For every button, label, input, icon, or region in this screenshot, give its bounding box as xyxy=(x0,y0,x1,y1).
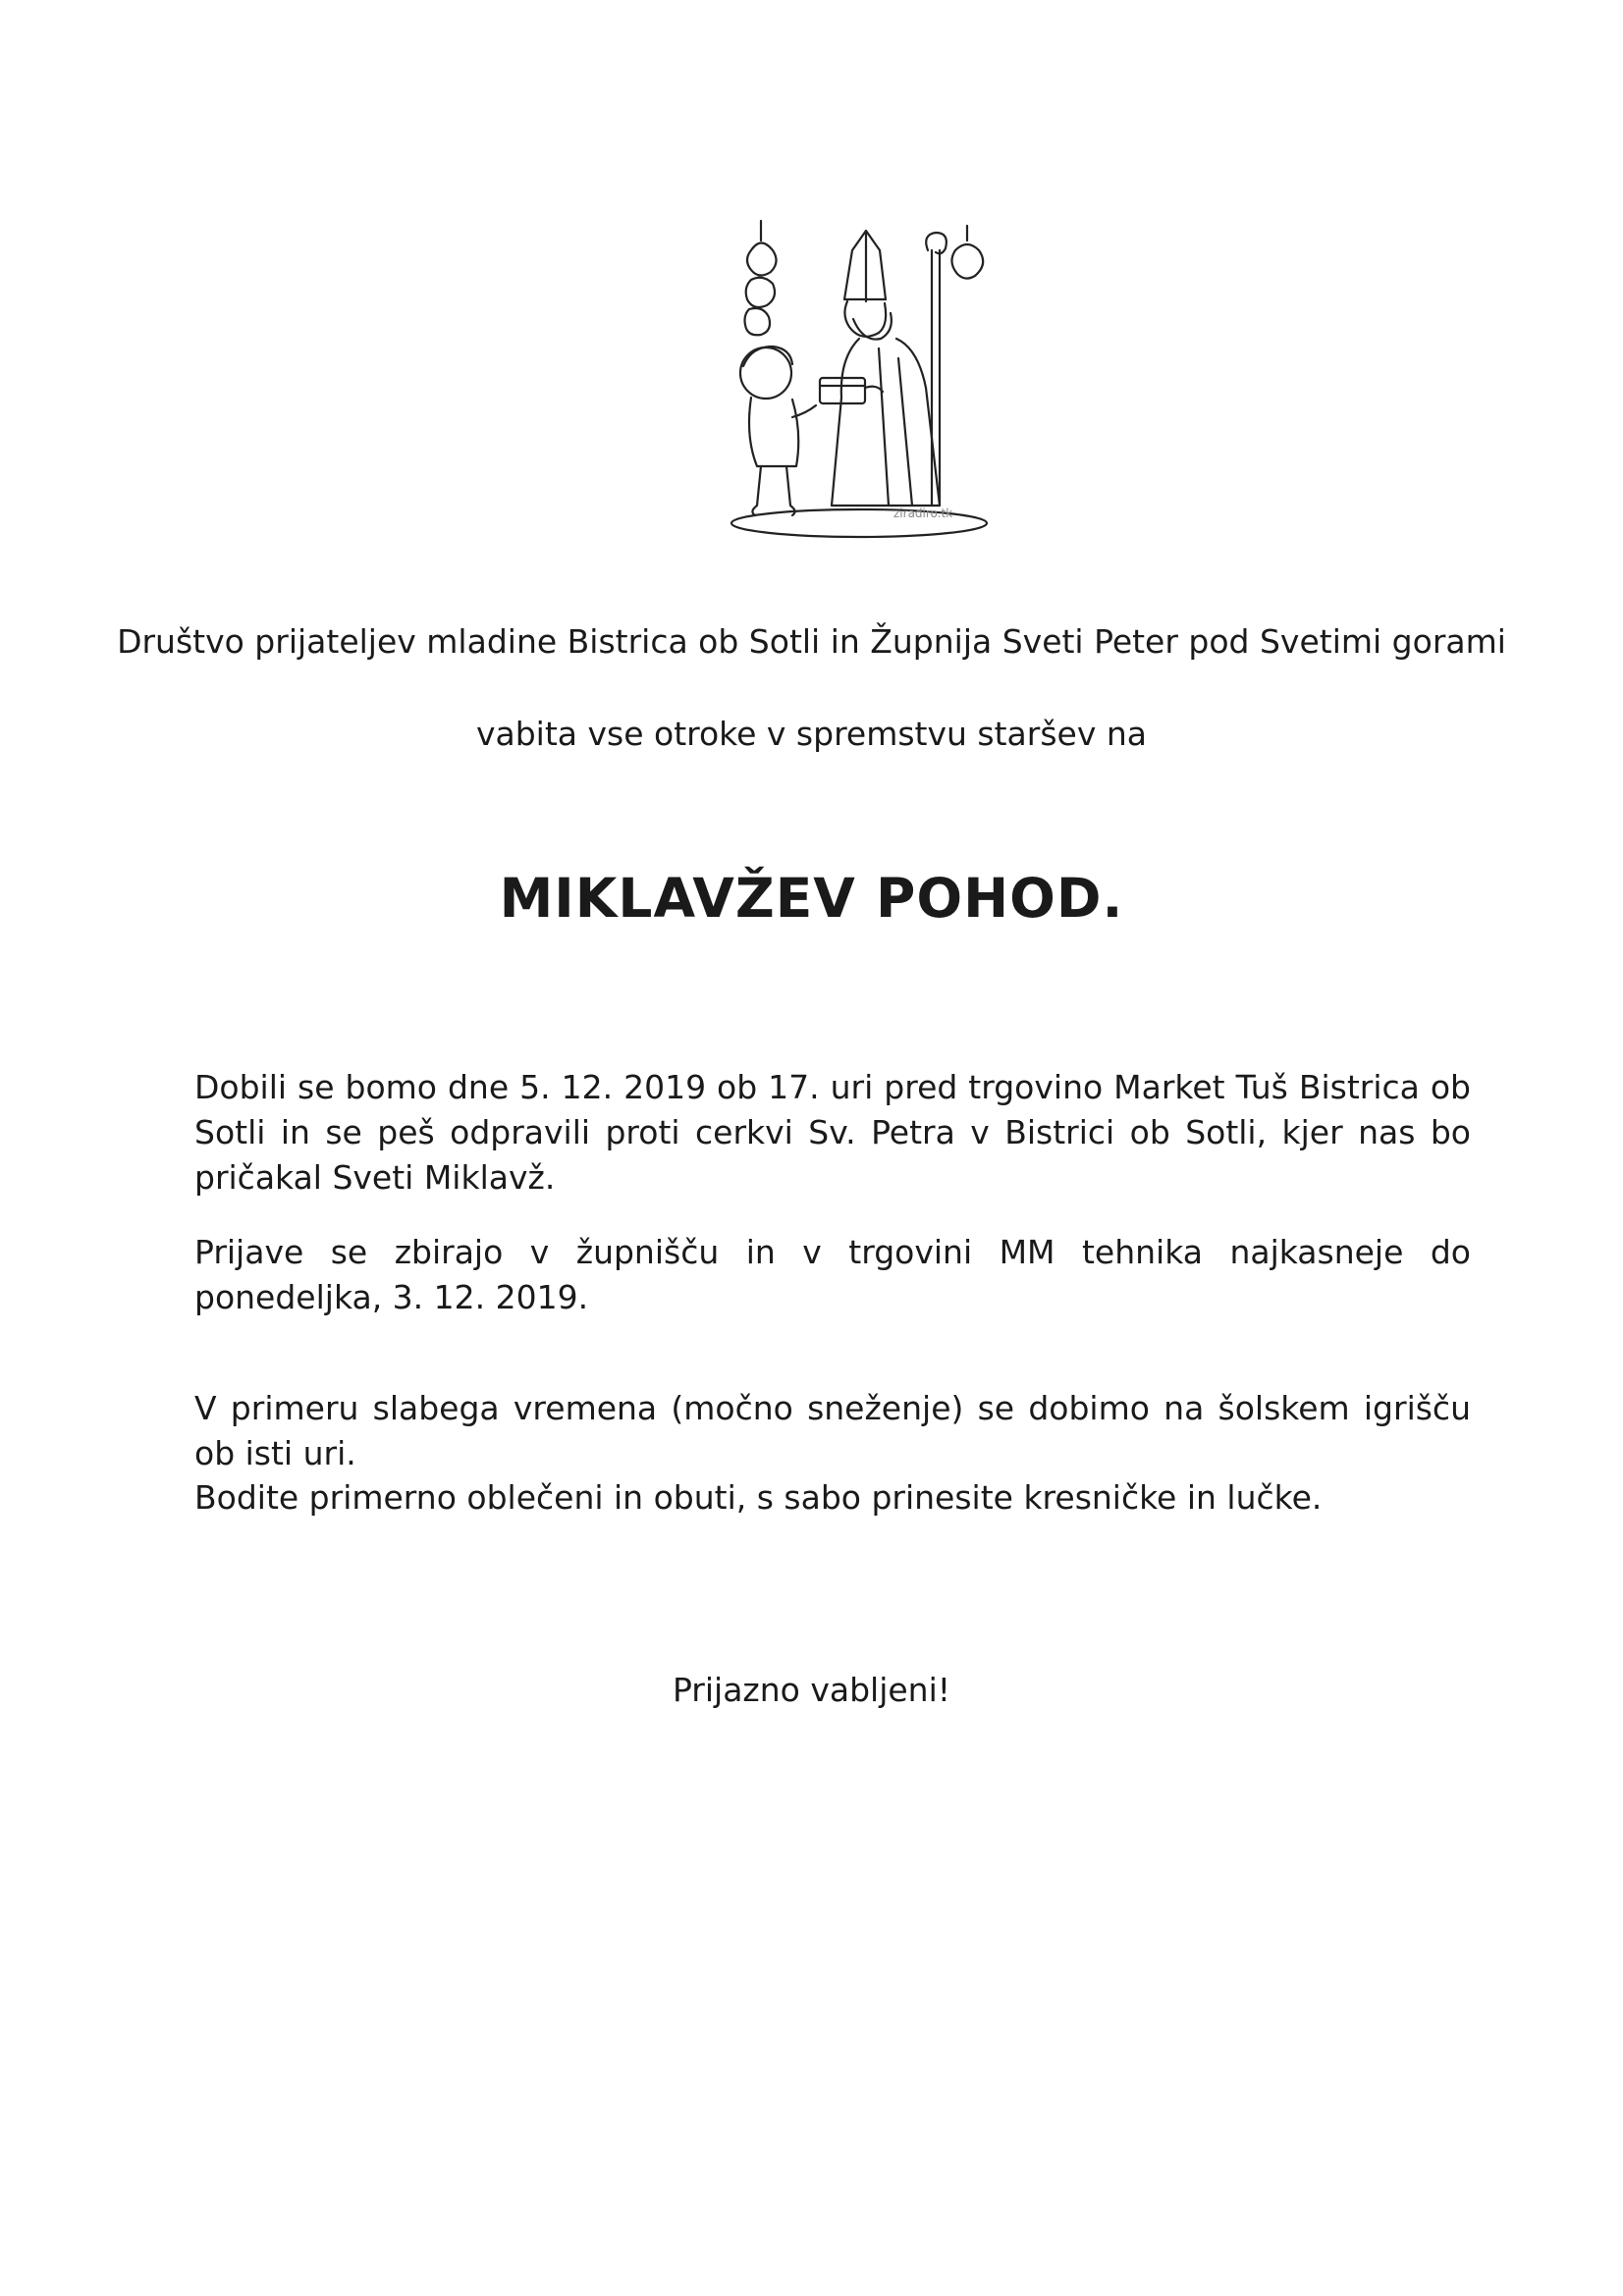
intro-line-organizers: Društvo prijateljev mladine Bistrica ob Sotli in Župnija Sveti Peter pod Svetimi gorami xyxy=(117,622,1506,661)
paragraph-meeting-details: Dobili se bomo dne 5. 12. 2019 ob 17. uri pred trgovino Market Tuš Bistrica ob Sotli in se peš odpravili proti cerkvi Sv. Petra v Bistrici ob Sotli, kjer nas bo pričakal Sveti Miklavž. xyxy=(194,1068,1471,1197)
closing-text: Prijazno vabljeni! xyxy=(672,1671,950,1709)
saint-nicholas-illustration xyxy=(722,211,1016,545)
saint-nicholas-with-child-icon xyxy=(722,211,1016,545)
intro-line-invitation: vabita vse otroke v spremstvu staršev na xyxy=(475,715,1147,753)
paragraph-clothing: Bodite primerno oblečeni in obuti, s sabo prinesite kresničke in lučke. xyxy=(194,1478,1323,1517)
page-title: MIKLAVŽEV POHOD. xyxy=(499,867,1124,930)
paragraph-registration: Prijave se zbirajo v župnišču in v trgovini MM tehnika najkasneje do ponedeljka, 3. 12. 2019. xyxy=(194,1233,1471,1316)
paragraph-bad-weather: V primeru slabega vremena (močno sneženje) se dobimo na šolskem igrišču ob isti uri. xyxy=(194,1389,1471,1472)
watermark-text: ziradiro.tk xyxy=(893,507,953,520)
